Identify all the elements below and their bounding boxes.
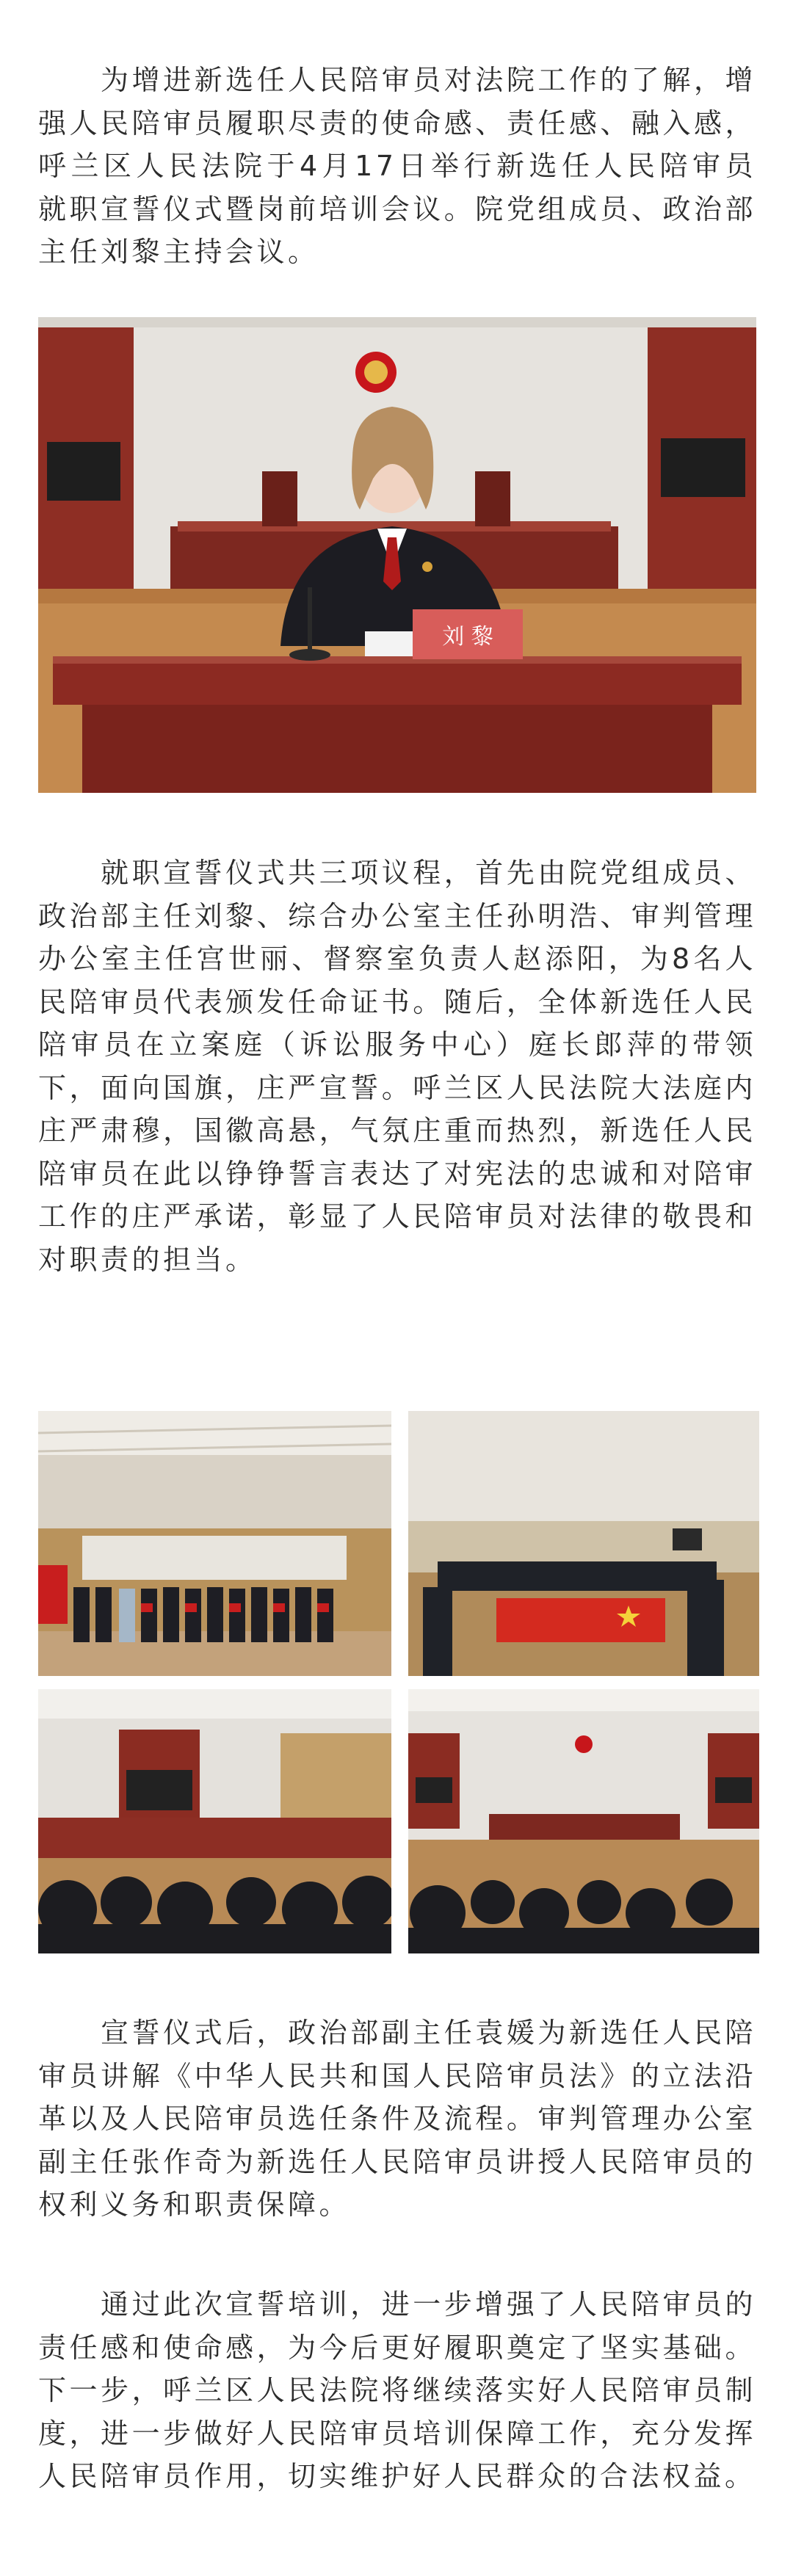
photo-courtroom-audience-left [38, 1689, 391, 1953]
training-paragraph: 宣誓仪式后，政治部副主任袁媛为新选任人民陪审员讲解《中华人民共和国人民陪审员法》的立法沿革以及人民陪审员选任条件及流程。审判管理办公室副主任张作奇为新选任人民陪审员讲授人民陪审员的权利义务和职责保障。 [38, 2017, 756, 2221]
intro-paragraph: 为增进新选任人民陪审员对法院工作的了解，增强人民陪审员履职尽责的使命感、责任感、融入感，呼兰区人民法院于4月17日举行新选任人民陪审员就职宣誓仪式暨岗前培训会议。院党组成员、政治部主任刘黎主持会议。 [38, 64, 756, 268]
photo-oath-flag [408, 1411, 759, 1676]
photo-courtroom-audience-right [408, 1689, 759, 1953]
ceremony-paragraph: 就职宣誓仪式共三项议程，首先由院党组成员、政治部主任刘黎、综合办公室主任孙明浩、审判管理办公室主任宫世丽、督察室负责人赵添阳，为8名人民陪审员代表颁发任命证书。随后，全体新选任人民陪审员在立案庭（诉讼服务中心）庭长郎萍的带领下，面向国旗，庄严宣誓。呼兰区人民法院大法庭内庄严肃穆，国徽高悬，气氛庄重而热烈，新选任人民陪审员在此以铮铮誓言表达了对宪法的忠诚和对陪审工作的庄严承诺，彰显了人民陪审员对法律的敬畏和对职责的担当。 [38, 857, 756, 1276]
photo-group-certificates [38, 1411, 391, 1676]
conclusion-paragraph: 通过此次宣誓培训，进一步增强了人民陪审员的责任感和使命感，为今后更好履职奠定了坚实基础。下一步，呼兰区人民法院将继续落实好人民陪审员制度，进一步做好人民陪审员培训保障工作，充分发挥人民陪审员作用，切实维护好人民群众的合法权益。 [38, 2288, 756, 2492]
photo-speaker [38, 317, 756, 793]
nameplate-text: 刘 黎 [442, 624, 493, 650]
